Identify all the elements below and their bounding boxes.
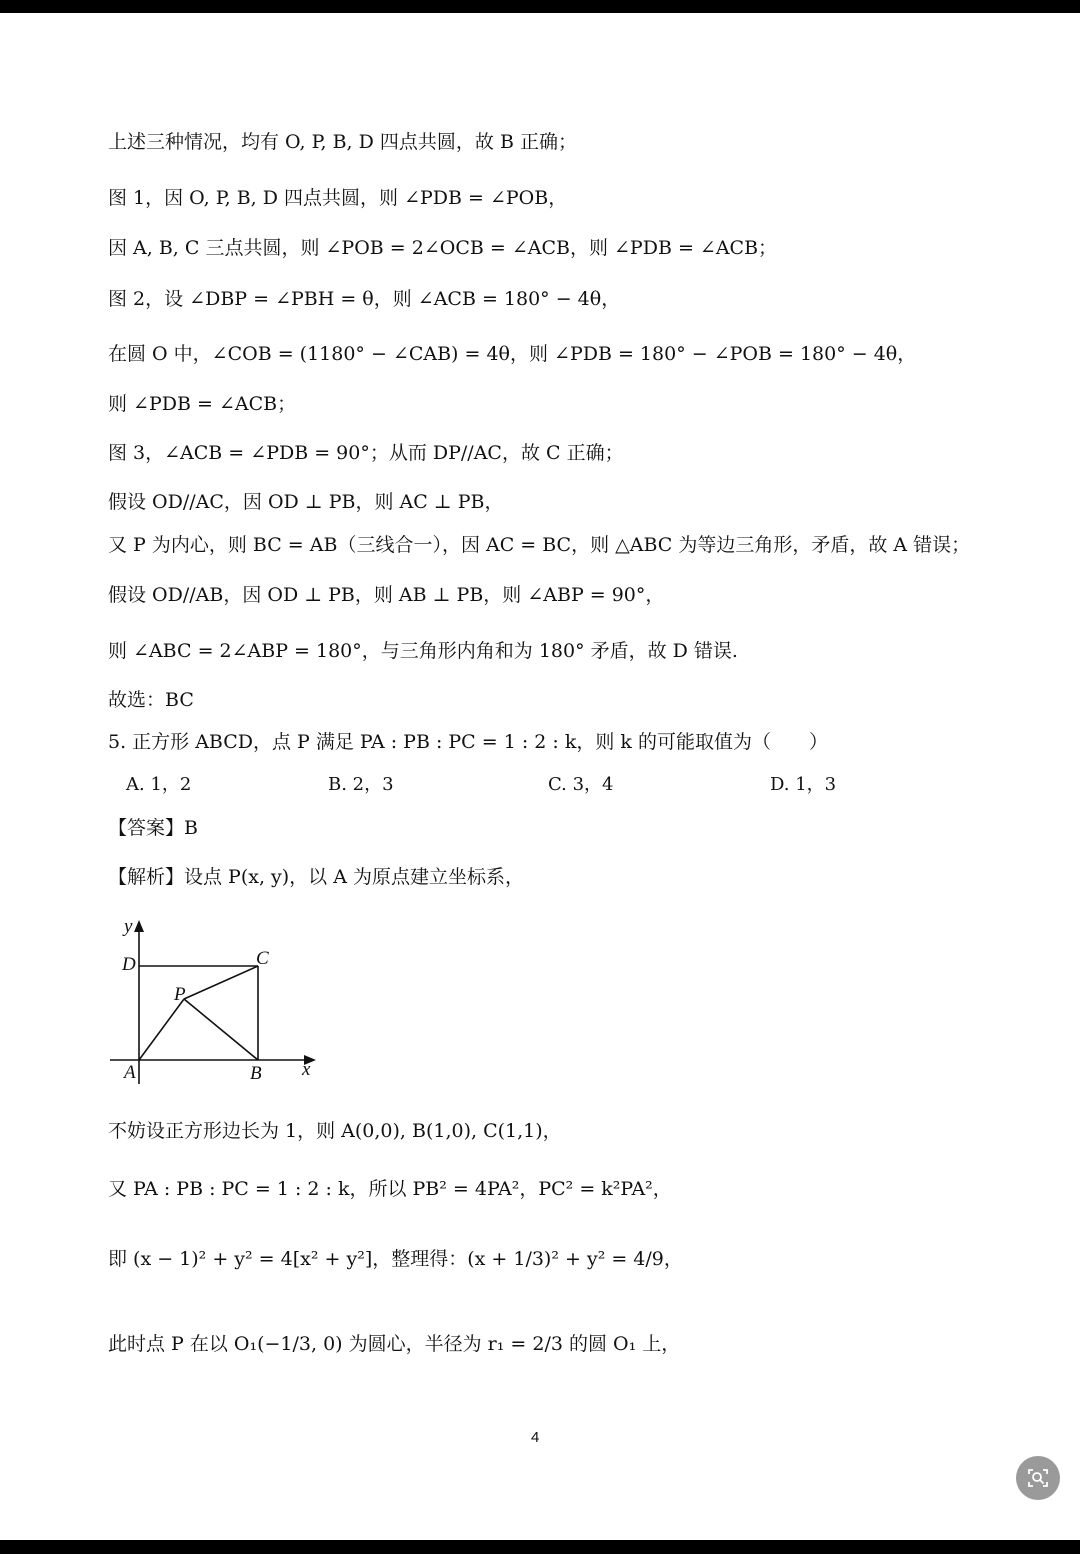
label-c: C [256, 948, 269, 969]
text-line-15: 即 (x − 1)² + y² = 4[x² + y²]，整理得：(x + 1/3)² + y² = 4/9， [108, 1248, 683, 1270]
text-line-6: 则 ∠PDB = ∠ACB； [108, 393, 297, 415]
text-line-11: 则 ∠ABC = 2∠ABP = 180°，与三角形内角和为 180° 矛盾，故 D 错误. [108, 640, 738, 662]
label-a: A [124, 1062, 136, 1083]
text-line-8: 假设 OD//AC，因 OD ⊥ PB，则 AC ⊥ PB， [108, 491, 504, 513]
image-search-button[interactable] [1016, 1456, 1060, 1500]
text-line-4: 图 2，设 ∠DBP = ∠PBH = θ，则 ∠ACB = 180° − 4θ， [108, 288, 621, 310]
text-line-3: 因 A, B, C 三点共圆，则 ∠POB = 2∠OCB = ∠ACB，则 ∠PDB = ∠ACB； [108, 237, 778, 259]
segment-pc [184, 966, 258, 999]
text-line-5: 在圆 O 中，∠COB = (1180° − ∠CAB) = 4θ，则 ∠PDB = 180° − ∠POB = 180° − 4θ， [108, 343, 917, 365]
y-axis-arrow [134, 920, 144, 932]
text-line-7: 图 3，∠ACB = ∠PDB = 90°；从而 DP//AC，故 C 正确； [108, 442, 624, 464]
analysis-line: 【解析】设点 P(x, y)，以 A 为原点建立坐标系， [108, 866, 524, 888]
text-line-16: 此时点 P 在以 O₁(−1/3, 0) 为圆心，半径为 r₁ = 2/3 的圆 O₁ 上， [108, 1333, 681, 1355]
segment-pa [139, 999, 184, 1060]
bottom-black-bar [0, 1540, 1080, 1554]
text-line-9: 又 P 为内心，则 BC = AB（三线合一），因 AC = BC，则 △ABC 为等边三角形，矛盾，故 A 错误； [108, 534, 971, 556]
label-x: x [302, 1059, 311, 1080]
label-b: B [250, 1063, 262, 1084]
segment-pb [184, 999, 258, 1060]
answer-line: 【答案】B [108, 817, 198, 839]
page-number: 4 [531, 1429, 540, 1446]
coordinate-figure [104, 912, 324, 1090]
text-line-12: 故选：BC [108, 689, 194, 711]
label-d: D [122, 954, 136, 975]
text-line-1: 上述三种情况，均有 O, P, B, D 四点共圆，故 B 正确； [108, 131, 577, 153]
option-b: B. 2，3 [328, 774, 394, 795]
option-c: C. 3，4 [548, 774, 614, 795]
label-y: y [124, 916, 133, 937]
label-p: P [174, 984, 186, 1005]
text-line-14: 又 PA : PB : PC = 1 : 2 : k，所以 PB² = 4PA²，PC² = k²PA²， [108, 1178, 672, 1200]
question-5: 5. 正方形 ABCD，点 P 满足 PA : PB : PC = 1 : 2 : k，则 k 的可能取值为（ ） [108, 731, 828, 753]
top-black-bar [0, 0, 1080, 13]
text-line-2: 图 1，因 O, P, B, D 四点共圆，则 ∠PDB = ∠POB， [108, 187, 568, 209]
image-search-icon [1026, 1466, 1050, 1490]
text-line-13: 不妨设正方形边长为 1，则 A(0,0), B(1,0), C(1,1)， [108, 1120, 562, 1142]
text-line-10: 假设 OD//AB，因 OD ⊥ PB，则 AB ⊥ PB，则 ∠ABP = 90°， [108, 584, 665, 606]
option-d: D. 1，3 [770, 774, 837, 795]
option-a: A. 1，2 [126, 774, 192, 795]
